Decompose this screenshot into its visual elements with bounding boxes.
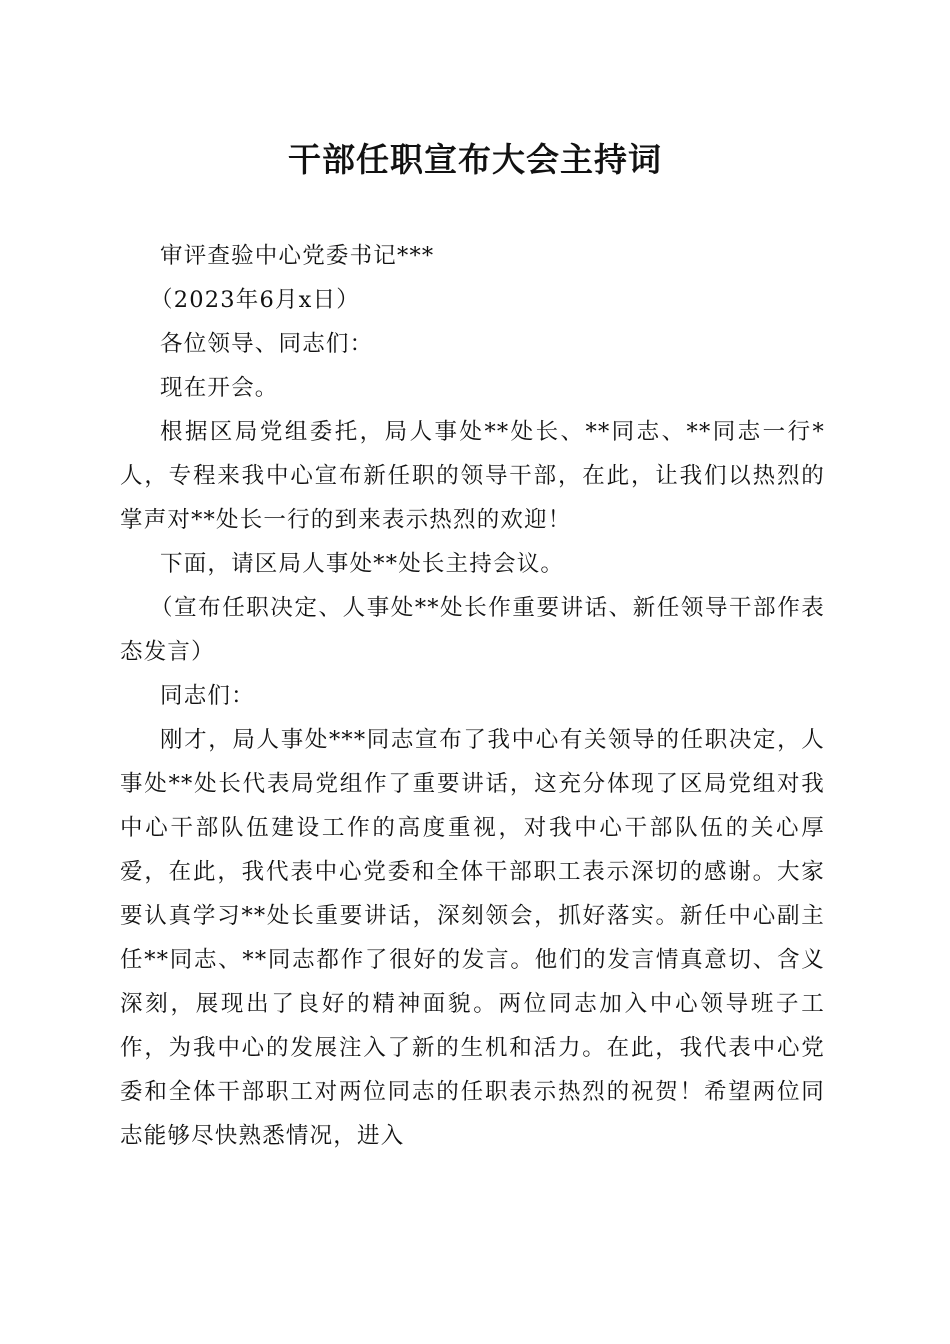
paragraph-welcome: 根据区局党组委托，局人事处**处长、**同志、**同志一行*人，专程来我中心宣布新任职的领导干部，在此，让我们以热烈的掌声对**处长一行的到来表示热烈的欢迎！ (120, 419, 825, 533)
document-title: 干部任职宣布大会主持词 (288, 140, 662, 179)
paragraph-chair: 下面，请区局人事处**处长主持会议。 (160, 551, 565, 577)
paragraph-comrades: 同志们： (160, 683, 255, 709)
author-line: 审评查验中心党委书记*** (160, 243, 435, 269)
date-line: （2023年6月x日） (150, 287, 360, 313)
paragraph-procedure-note: （宣布任职决定、人事处**处长作重要讲话、新任领导干部作表态发言） (120, 595, 825, 665)
paragraph-opening: 现在开会。 (160, 375, 279, 401)
document-body (120, 234, 825, 1158)
paragraph-main: 刚才，局人事处***同志宣布了我中心有关领导的任职决定，人事处**处长代表局党组作了重要讲话，这充分体现了区局党组对我中心干部队伍建设工作的高度重视，对我中心干部队伍的关心厚爱，在此，我代表中心党委和全体干部职工表示深切的感谢。大家要认真学习**处长重要讲话，深刻领会，抓好落实。新任中心副主任**同志、**同志都作了很好的发言。他们的发言情真意切、含义深刻，展现出了良好的精神面貌。两位同志加入中心领导班子工作，为我中心的发展注入了新的生机和活力。在此，我代表中心党委和全体干部职工对两位同志的任职表示热烈的祝贺！希望两位同志能够尽快熟悉情况，进入 (120, 727, 825, 1149)
paragraph-salutation: 各位领导、同志们： (160, 331, 374, 357)
